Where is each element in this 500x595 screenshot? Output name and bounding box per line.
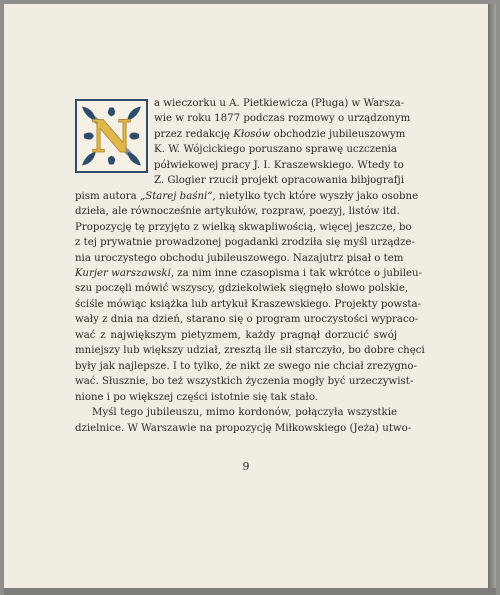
book-page xyxy=(4,4,488,588)
book-edge xyxy=(4,588,496,595)
text-line: szu poczęli mówić wszyscy, gdziekolwiek sięgnęło słowo polskie, xyxy=(75,283,409,295)
decorated-initial xyxy=(75,99,148,173)
ornament-icon xyxy=(80,104,143,168)
body-text xyxy=(75,96,425,436)
page-number: 9 xyxy=(242,460,250,473)
text-line: ściśle mówiąc książka lub artykuł Kraszewskiego. Projekty powsta- xyxy=(75,298,422,310)
text-line: wie w roku 1877 podczas rozmowy o urządzonym xyxy=(154,113,411,125)
text-line: Propozycję tę przyjęto z wielką skwapliwością, więcej jeszcze, bo xyxy=(75,221,412,233)
text-line: Z. Glogier rzucił projekt opracowania bibjografji xyxy=(154,175,404,187)
text-line: były jak najlepsze. I to tylko, że nikt ze swego nie chciał zrezygno- xyxy=(75,360,417,372)
text-line: dzieła, ale równocześnie artykułów, rozpraw, poezyj, listów itd. xyxy=(75,206,400,218)
dropcap-letter: N xyxy=(90,108,133,163)
book-edge xyxy=(488,4,496,588)
text-line: mniejszy lub większy udział, zresztą ile sił starczyło, bo dobre chęci xyxy=(75,345,425,357)
text-line: nione i po większej części istotnie się tak stało. xyxy=(75,391,319,403)
text-line: półwiekowej pracy J. I. Kraszewskiego. Wtedy to xyxy=(154,159,404,171)
text-line: wać. Słusznie, bo też wszystkich życzenia mogły być urzeczywist- xyxy=(75,376,414,388)
text-line: dzielnice. W Warszawie na propozycję Miłkowskiego (Jeża) utwo- xyxy=(75,422,412,434)
text-line: Kurjer warszawski, za nim inne czasopisma i tak wkrótce o jubileu- xyxy=(75,267,423,279)
text-line: a wieczorku u A. Pietkiewicza (Pługa) w Warsza- xyxy=(154,98,405,109)
text-line: pism autora „Starej baśni“, nietylko tych które wyszły jako osobne xyxy=(75,190,419,202)
text-line: z tej prywatnie prowadzonej pogadanki zrodziła się myśl urządze- xyxy=(75,237,415,249)
text-line: wały z dnia na dzień, starano się o program uroczystości wypraco- xyxy=(75,314,419,326)
text-line: nia uroczystego obchodu jubileuszowego. Nazajutrz pisał o tem xyxy=(75,252,404,264)
text-line: wać z największym pietyzmem, każdy pragnął dorzucić swój xyxy=(75,329,397,341)
text-line: K. W. Wójcickiego poruszano sprawę uczczenia xyxy=(154,144,397,156)
text-line: Myśl tego jubileuszu, mimo kordonów, połączyła wszystkie xyxy=(92,407,397,419)
text-line: przez redakcję Kłosów obchodzie jubileuszowym xyxy=(154,128,406,140)
